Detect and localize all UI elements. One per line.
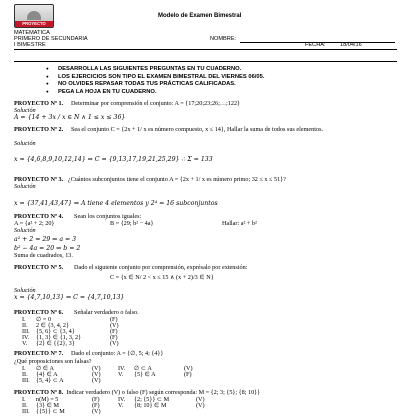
item-value: (F) bbox=[110, 334, 118, 341]
question-label: PROYECTO Nº 1. bbox=[14, 100, 64, 107]
item-number: V. bbox=[118, 371, 124, 378]
set-a: A = {a² + 2; 20} bbox=[14, 220, 55, 227]
fecha-value: 18/04/16 bbox=[340, 42, 362, 48]
question-label: PROYECTO Nº 3. bbox=[14, 176, 64, 183]
question-text: Sea el conjunto C = {2x + 1/ x es número compuesto, x ≤ 14}, Hallar la suma de todos sus elementos. bbox=[70, 126, 324, 133]
question-2 bbox=[14, 126, 397, 134]
header-rule bbox=[14, 49, 397, 50]
question-text: Sean los conjuntos iguales: bbox=[74, 213, 142, 220]
question-label: PROYECTO Nº 7. bbox=[14, 350, 64, 357]
item-value: (V) bbox=[110, 340, 119, 347]
crest-icon bbox=[27, 11, 41, 20]
item-value: (F) bbox=[92, 396, 100, 403]
item-value: (V) bbox=[92, 408, 101, 415]
question-text: Dado el conjunto: A = {∅, 5; 4; {4}} bbox=[70, 350, 164, 357]
set-definition: C = {x ∈ N/ 2 < x ≤ 15 ∧ (x + 2)/3 ∈ N} bbox=[110, 274, 214, 281]
question-label: PROYECTO Nº 8. bbox=[14, 389, 64, 396]
school-logo bbox=[14, 4, 54, 28]
item-expression: ∅ ⊂ A bbox=[134, 365, 152, 372]
solution-label: Solución bbox=[14, 287, 36, 294]
item-value: (V) bbox=[92, 371, 101, 378]
item-expression: {2; {5}} ⊂ M bbox=[134, 396, 170, 403]
instructions-list bbox=[46, 66, 264, 96]
step-1: a² + 2 = 29 ⇒ a = 3 bbox=[14, 236, 77, 243]
instruction-item: ● PEGA LA HOJA EN TU CUADERNO. bbox=[46, 89, 264, 97]
item-number: I. bbox=[22, 396, 26, 403]
item-number: II. bbox=[22, 402, 28, 409]
instruction-item: ● LOS EJERCICIOS SON TIPO EL EXAMEN BIMESTRAL DEL VIERNES 06/05. bbox=[46, 74, 264, 82]
item-value: (V) bbox=[196, 402, 205, 409]
item-value: (F) bbox=[184, 371, 192, 378]
item-expression: {5, 6} ⊂ {3, 4} bbox=[36, 328, 75, 335]
item-value: (F) bbox=[110, 316, 118, 323]
question-label: PROYECTO Nº 2. bbox=[14, 126, 64, 133]
instruction-item: ● DESARROLLA LAS SIGUIENTES PREGUNTAS EN TU CUADERNO. bbox=[46, 66, 264, 74]
item-expression: {5, 4} ⊂ A bbox=[36, 377, 64, 384]
answer: x = {4,7,10,13} ⇒ C = {4,7,10,13} bbox=[14, 294, 125, 301]
question-6 bbox=[14, 309, 397, 317]
item-value: (V) bbox=[196, 396, 205, 403]
item-value: (V) bbox=[92, 365, 101, 372]
item-number: III. bbox=[22, 377, 30, 384]
item-expression: {3} ∈ M bbox=[36, 402, 60, 409]
solution-label: Solución bbox=[14, 140, 36, 147]
question-label: PROYECTO Nº 6. bbox=[14, 309, 64, 316]
solution-label: Solución bbox=[14, 107, 36, 114]
item-value: (F) bbox=[92, 402, 100, 409]
question-7 bbox=[14, 350, 397, 358]
term-line: I BIMESTRE bbox=[14, 42, 46, 48]
item-expression: {4} ∈ A bbox=[36, 371, 58, 378]
item-value: (V) bbox=[92, 377, 101, 384]
logo-text: PROYECTO bbox=[15, 21, 53, 27]
answer: x = {37,41,43,47} ⇒ A tiene 4 elementos y 2⁴ = 16 subconjuntos bbox=[14, 200, 218, 207]
set-b: B = {29; b² − 4a} bbox=[110, 220, 154, 227]
item-number: I. bbox=[22, 316, 26, 323]
question-label: PROYECTO Nº 4. bbox=[14, 213, 64, 220]
solution-label: Solución bbox=[14, 183, 36, 190]
item-number: I. bbox=[22, 365, 26, 372]
item-expression: {1, 3} ∈ {1, 3, 2} bbox=[36, 334, 82, 341]
question-text: ¿Cuántos subconjuntos tiene el conjunto A = {2x + 1/ x es número primo; 32 ≤ x ≤ 51}? bbox=[67, 176, 286, 183]
item-expression: ∅ ∈ A bbox=[36, 365, 54, 372]
nombre-label: NOMBRE: bbox=[210, 36, 237, 42]
item-number: V. bbox=[118, 402, 124, 409]
find-expression: Hallar: a² + b² bbox=[222, 220, 257, 227]
item-number: V. bbox=[22, 340, 28, 347]
sub-question: ¿Qué proposiciones son falsas? bbox=[14, 358, 92, 365]
fecha-label: FECHA: bbox=[305, 42, 326, 48]
instructions-rule bbox=[14, 61, 397, 62]
question-text: Indicar verdadero (V) o falso (F) según corresponda: M = {2; 3; {5}; {8; 10}} bbox=[66, 389, 261, 396]
question-text: Determinar por comprensión el conjunto: A = {17;20;23;26;…;122} bbox=[70, 100, 241, 107]
item-expression: ∅ = 0 bbox=[36, 316, 52, 323]
question-text: Dado el siguiente conjunto por comprensión, exprésalo por extensión: bbox=[74, 264, 248, 271]
solution-label: Solución bbox=[14, 227, 36, 234]
item-expression: n(M) = 5 bbox=[36, 396, 59, 403]
grade-line: PRIMERO DE SECUNDARIA bbox=[14, 36, 88, 42]
item-expression: {2} ∈ {{2}, 3} bbox=[36, 340, 75, 347]
item-number: II. bbox=[22, 371, 28, 378]
item-number: III. bbox=[22, 328, 30, 335]
question-8 bbox=[14, 389, 397, 397]
item-number: IV. bbox=[118, 396, 126, 403]
item-number: II. bbox=[22, 322, 28, 329]
item-number: III. bbox=[22, 408, 30, 415]
item-expression: {{5}} ⊂ M bbox=[36, 408, 65, 415]
item-value: (V) bbox=[110, 322, 119, 329]
exam-title: Modelo de Examen Bimestral bbox=[158, 13, 242, 19]
item-expression: {5} ∈ A bbox=[134, 371, 156, 378]
answer: x = {4,6,8,9,10,12,14} ⇒ C = {9,13,17,19,21,25,29} ∴ Σ = 133 bbox=[14, 156, 213, 163]
item-expression: 2 ∈ {3, 4, 2} bbox=[36, 322, 69, 329]
instruction-item: ● NO OLVIDES REPASAR TODAS TUS PRÁCTICAS CALIFICADAS. bbox=[46, 81, 264, 89]
question-text: Señalar verdadero o falso. bbox=[74, 309, 139, 316]
item-expression: {8; 10} ∈ M bbox=[134, 402, 167, 409]
question-5 bbox=[14, 264, 397, 272]
answer: A = {14 + 3x / x ∈ N ∧ 1 ≤ x ≤ 36} bbox=[14, 114, 126, 121]
course-line: MATEMATICA bbox=[14, 30, 50, 36]
question-label: PROYECTO Nº 5. bbox=[14, 264, 64, 271]
item-value: (F) bbox=[110, 328, 118, 335]
step-2: b² − 4a = 20 ⇒ b = 2 bbox=[14, 245, 81, 252]
item-number: IV. bbox=[22, 334, 30, 341]
item-number: IV. bbox=[118, 365, 126, 372]
item-value: (V) bbox=[184, 365, 193, 372]
question-4 bbox=[14, 213, 397, 221]
result: Suma de cuadrados, 13. bbox=[14, 252, 73, 259]
